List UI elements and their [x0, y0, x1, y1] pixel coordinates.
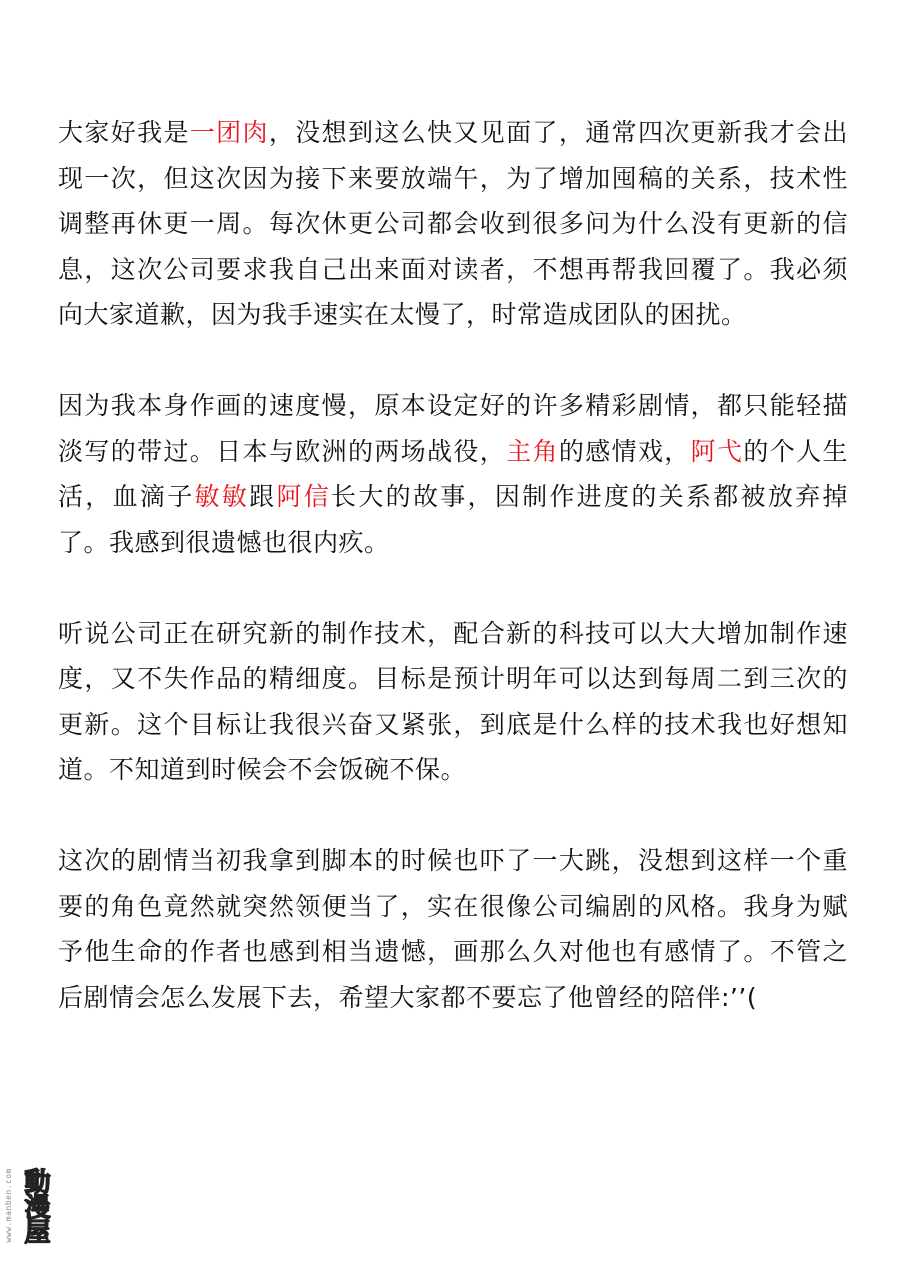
watermark-url: www.manben.com — [4, 1168, 13, 1243]
character-highlight-axin: 阿信 — [276, 482, 332, 511]
paragraph-4 — [58, 838, 848, 1020]
article-body — [58, 110, 848, 1066]
text-segment: ，没想到这么快又见面了，通常四次更新我才会出现一次，但这次因为接下来要放端午，为了增加囤稿的关系，技术性调整再休更一周。每次休更公司都会收到很多问为什么没有更新的信息，这次公司要求我自己出来面对读者，不想再帮我回覆了。我必须向大家道歉，因为我手速实在太慢了，时常造成团队的困扰。 — [58, 118, 848, 329]
paragraph-3 — [58, 611, 848, 793]
character-highlight-protagonist: 主角 — [506, 436, 559, 466]
text-segment: 听说公司正在研究新的制作技术，配合新的科技可以大大增加制作速度，又不失作品的精细度。目标是预计明年可以达到每周二到三次的更新。这个目标让我很兴奋又紧张，到底是什么样的技术我也好想知道。不知道到时候会不会饭碗不保。 — [58, 618, 848, 784]
character-highlight-ayi: 阿弋 — [690, 436, 744, 466]
text-segment: 这次的剧情当初我拿到脚本的时候也吓了一大跳，没想到这样一个重要的角色竟然就突然领便当了，实在很像公司编剧的风格。我身为赋予他生命的作者也感到相当遗憾，画那么久对他也有感情了。不管之后剧情会怎么发展下去，希望大家都不要忘了他曾经的陪伴:’’( — [58, 846, 848, 1012]
paragraph-2 — [58, 383, 848, 565]
author-name-highlight: 一团肉 — [189, 118, 269, 147]
text-segment: 大家好我是 — [58, 118, 190, 147]
text-segment: 的感情戏， — [558, 436, 691, 466]
text-segment: 因为我本身作画的速度慢，原本设定好的许多精彩剧情，都只能轻描淡写的带过。日本与欧洲的两场战役， — [58, 391, 848, 466]
text-segment: 长大的故事，因制作进度的关系都被放弃掉了。我感到很遗憾也很内疚。 — [58, 482, 848, 557]
character-highlight-minmin: 敏敏 — [194, 482, 250, 511]
text-segment: 的个人生活，血滴子 — [58, 436, 848, 511]
text-segment: 跟 — [249, 482, 277, 511]
watermark-logo: 動漫屋 — [20, 1168, 50, 1243]
paragraph-1 — [58, 110, 848, 338]
